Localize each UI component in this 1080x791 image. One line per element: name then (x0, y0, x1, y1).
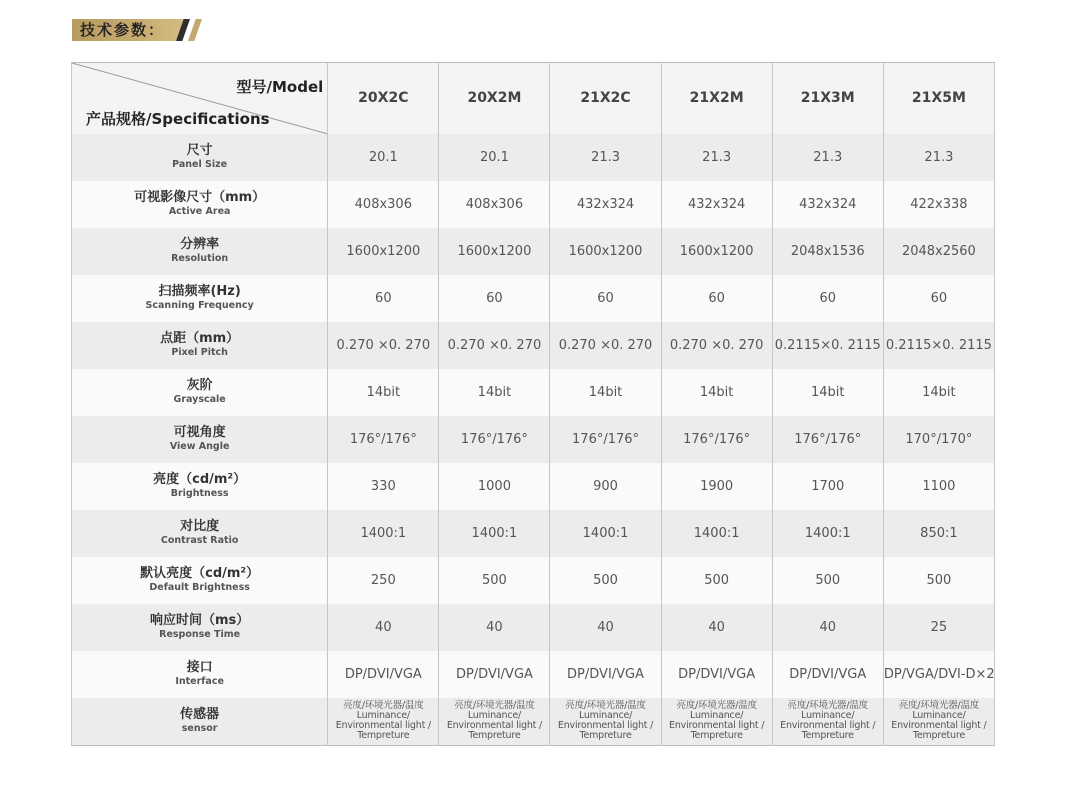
sensor-value (883, 698, 994, 746)
spec-label-zh: 默认亮度（cd/m²） (140, 565, 260, 581)
spec-label-en: Response Time (159, 628, 241, 640)
spec-label-cell (72, 698, 328, 746)
spec-label-en: Panel Size (172, 158, 228, 170)
model-header: 20X2M (439, 63, 550, 134)
spec-label-cell (72, 181, 328, 228)
spec-value: 2048x2560 (883, 228, 994, 275)
spec-value: 21.3 (883, 134, 994, 181)
sensor-line: Luminance/ (467, 710, 522, 722)
spec-row (72, 369, 995, 416)
spec-value: 1700 (772, 463, 883, 510)
spec-value: 1400:1 (328, 510, 439, 557)
sensor-line: Environmental light / (669, 720, 765, 732)
spec-value: 60 (883, 275, 994, 322)
spec-label-cell (72, 604, 328, 651)
spec-value: 20.1 (328, 134, 439, 181)
sensor-line: Environmental light / (335, 720, 431, 732)
sensor-line: Luminance/ (801, 710, 855, 722)
sensor-line: Environmental light / (891, 720, 987, 732)
spec-value: DP/DVI/VGA (772, 651, 883, 698)
model-header: 21X5M (883, 63, 994, 134)
section-title: 技术参数： (80, 21, 166, 39)
spec-row-sensor (72, 698, 995, 746)
corner-header-cell (72, 63, 328, 134)
sensor-value (550, 698, 661, 746)
table-header-row (72, 63, 995, 134)
sensor-line: Luminance/ (690, 710, 744, 722)
spec-label-zh: 可视角度 (173, 424, 226, 440)
spec-value: 0.270 ×0. 270 (550, 322, 661, 369)
spec-row (72, 322, 995, 369)
spec-label-zh: 扫描频率(Hz) (158, 283, 241, 299)
spec-label-cell (72, 369, 328, 416)
spec-label-cell (72, 275, 328, 322)
sensor-line: Tempreture (690, 730, 743, 742)
spec-value: 1600x1200 (439, 228, 550, 275)
sensor-line: Environmental light / (780, 720, 876, 732)
sensor-line: Luminance/ (578, 710, 633, 722)
sensor-line: Tempreture (468, 730, 521, 742)
spec-value: 408x306 (439, 181, 550, 228)
spec-row (72, 181, 995, 228)
spec-label-cell (72, 228, 328, 275)
spec-label-en: Resolution (171, 252, 229, 264)
model-header: 21X3M (772, 63, 883, 134)
spec-label-cell (72, 651, 328, 698)
spec-value: 14bit (550, 369, 661, 416)
spec-label-en: Brightness (170, 487, 229, 499)
section-title-bar (72, 19, 212, 41)
spec-value: 408x306 (328, 181, 439, 228)
spec-value: DP/DVI/VGA (550, 651, 661, 698)
sensor-line: 亮度/环境光器/温度 (565, 700, 646, 712)
spec-label-zh: 灰阶 (186, 377, 213, 393)
spec-value: 0.270 ×0. 270 (661, 322, 772, 369)
spec-value: 21.3 (661, 134, 772, 181)
corner-model-label: 型号/Model (236, 78, 324, 96)
spec-value: 176°/176° (328, 416, 439, 463)
spec-value: 1600x1200 (661, 228, 772, 275)
spec-value: DP/DVI/VGA (661, 651, 772, 698)
spec-value: 1600x1200 (328, 228, 439, 275)
sensor-line: Tempreture (912, 730, 965, 742)
spec-label-en: Contrast Ratio (160, 534, 239, 546)
spec-value: 14bit (328, 369, 439, 416)
spec-label-en: sensor (181, 722, 218, 734)
spec-value: 2048x1536 (772, 228, 883, 275)
spec-row (72, 275, 995, 322)
spec-value: 20.1 (439, 134, 550, 181)
spec-row (72, 651, 995, 698)
spec-value: 432x324 (550, 181, 661, 228)
spec-row (72, 557, 995, 604)
spec-value: 176°/176° (661, 416, 772, 463)
spec-value: 500 (883, 557, 994, 604)
spec-label-zh: 对比度 (180, 518, 220, 534)
spec-value: DP/DVI/VGA (328, 651, 439, 698)
spec-label-cell (72, 416, 328, 463)
sensor-line: 亮度/环境光器/温度 (676, 700, 757, 712)
spec-value: 432x324 (772, 181, 883, 228)
sensor-line: 亮度/环境光器/温度 (898, 700, 980, 712)
spec-label-zh: 分辨率 (180, 236, 220, 252)
sensor-line: Tempreture (357, 730, 410, 742)
sensor-line: Luminance/ (912, 710, 966, 722)
spec-value: DP/DVI/VGA (439, 651, 550, 698)
spec-label-zh: 点距（mm） (160, 330, 240, 346)
sensor-value (328, 698, 439, 746)
spec-value: 14bit (439, 369, 550, 416)
spec-value: 500 (661, 557, 772, 604)
spec-value: 0.270 ×0. 270 (328, 322, 439, 369)
spec-value: 14bit (772, 369, 883, 416)
spec-value: 1400:1 (550, 510, 661, 557)
spec-value: 1000 (439, 463, 550, 510)
spec-value: 40 (439, 604, 550, 651)
spec-label-en: View Angle (169, 440, 230, 452)
spec-value: 25 (883, 604, 994, 651)
spec-value: 1400:1 (661, 510, 772, 557)
spec-value: 850:1 (883, 510, 994, 557)
spec-value: DP/VGA/DVI-D×2 (883, 651, 994, 698)
spec-value: 0.2115×0. 2115 (883, 322, 994, 369)
spec-value: 14bit (883, 369, 994, 416)
spec-label-zh: 接口 (186, 659, 213, 675)
spec-value: 500 (772, 557, 883, 604)
spec-label-zh: 亮度（cd/m²） (153, 471, 247, 487)
spec-label-cell (72, 134, 328, 181)
spec-value: 60 (439, 275, 550, 322)
sensor-value (661, 698, 772, 746)
spec-value: 40 (328, 604, 439, 651)
spec-value: 1400:1 (439, 510, 550, 557)
spec-label-cell (72, 463, 328, 510)
model-header: 21X2M (661, 63, 772, 134)
spec-label-en: Active Area (168, 205, 231, 217)
sensor-line: 亮度/环境光器/温度 (787, 700, 868, 712)
spec-label-zh: 尺寸 (186, 142, 213, 158)
spec-value: 170°/170° (883, 416, 994, 463)
spec-value: 176°/176° (772, 416, 883, 463)
corner-spec-label: 产品规格/Specifications (86, 110, 270, 128)
spec-value: 176°/176° (550, 416, 661, 463)
sensor-line: Tempreture (579, 730, 632, 742)
sensor-line: Environmental light / (557, 720, 654, 732)
spec-value: 60 (550, 275, 661, 322)
spec-label-cell (72, 322, 328, 369)
spec-label-zh: 传感器 (180, 706, 220, 722)
spec-label-en: Grayscale (173, 393, 226, 405)
spec-value: 60 (328, 275, 439, 322)
spec-value: 0.270 ×0. 270 (439, 322, 550, 369)
spec-value: 40 (550, 604, 661, 651)
sensor-value (439, 698, 550, 746)
spec-label-en: Interface (175, 675, 224, 687)
spec-value: 60 (661, 275, 772, 322)
spec-value: 40 (661, 604, 772, 651)
spec-row (72, 463, 995, 510)
spec-value: 21.3 (550, 134, 661, 181)
spec-value: 21.3 (772, 134, 883, 181)
spec-value: 1600x1200 (550, 228, 661, 275)
spec-label-en: Scanning Frequency (145, 299, 254, 311)
model-header: 21X2C (550, 63, 661, 134)
spec-value: 0.2115×0. 2115 (772, 322, 883, 369)
spec-value: 330 (328, 463, 439, 510)
spec-value: 1100 (883, 463, 994, 510)
spec-label-zh: 响应时间（ms） (149, 612, 250, 628)
spec-row (72, 134, 995, 181)
spec-value: 900 (550, 463, 661, 510)
sensor-line: 亮度/环境光器/温度 (343, 700, 424, 712)
spec-value: 60 (772, 275, 883, 322)
spec-row (72, 510, 995, 557)
spec-value: 1900 (661, 463, 772, 510)
spec-label-en: Default Brightness (149, 581, 250, 593)
spec-table (71, 62, 995, 746)
spec-label-cell (72, 510, 328, 557)
spec-row (72, 416, 995, 463)
spec-value: 432x324 (661, 181, 772, 228)
sensor-line: Luminance/ (356, 710, 410, 722)
sensor-line: 亮度/环境光器/温度 (454, 700, 535, 712)
spec-value: 422x338 (883, 181, 994, 228)
sensor-line: Environmental light / (446, 720, 543, 732)
spec-value: 40 (772, 604, 883, 651)
spec-row (72, 228, 995, 275)
spec-value: 500 (439, 557, 550, 604)
spec-value: 250 (328, 557, 439, 604)
spec-value: 14bit (661, 369, 772, 416)
spec-value: 176°/176° (439, 416, 550, 463)
title-stripe-gold (188, 19, 202, 41)
spec-label-cell (72, 557, 328, 604)
spec-value: 500 (550, 557, 661, 604)
sensor-value (772, 698, 883, 746)
spec-row (72, 604, 995, 651)
spec-label-zh: 可视影像尺寸（mm） (134, 189, 266, 205)
model-header: 20X2C (328, 63, 439, 134)
spec-label-en: Pixel Pitch (171, 346, 228, 358)
sensor-line: Tempreture (801, 730, 854, 742)
spec-value: 1400:1 (772, 510, 883, 557)
